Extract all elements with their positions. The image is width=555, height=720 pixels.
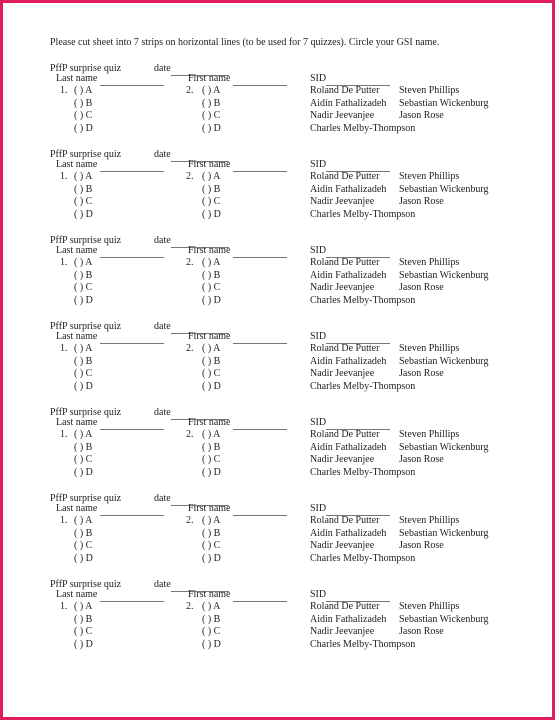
gsi-name[interactable]: Sebastian Wickenburg: [399, 527, 489, 539]
gsi-name[interactable]: Steven Phillips: [399, 429, 460, 440]
gsi-name[interactable]: Jason Rose: [399, 540, 444, 551]
question-1-option[interactable]: ( ) A: [74, 171, 93, 182]
first-name-line: [233, 75, 287, 86]
question-2-option[interactable]: ( ) A: [202, 601, 221, 612]
question-2-option[interactable]: ( ) A: [202, 343, 221, 354]
question-1-option[interactable]: ( ) A: [74, 515, 93, 526]
sid-field[interactable]: [310, 245, 390, 258]
question-1-number: 1.: [60, 257, 68, 268]
question-1-option[interactable]: ( ) B: [74, 441, 93, 453]
gsi-name[interactable]: Roland De Putter: [310, 171, 380, 182]
quiz-strip: [50, 149, 510, 233]
sid-label: SID: [310, 245, 327, 256]
gsi-name[interactable]: Roland De Putter: [310, 343, 380, 354]
gsi-name[interactable]: Nadir Jeevanjee: [310, 626, 375, 637]
question-2-number: 2.: [186, 429, 194, 440]
question-1-option[interactable]: ( ) B: [74, 355, 93, 367]
gsi-name[interactable]: Charles Melby-Thompson: [310, 380, 416, 392]
gsi-name[interactable]: Steven Phillips: [399, 601, 460, 612]
last-name-line: [100, 75, 164, 86]
question-2-option[interactable]: ( ) B: [202, 441, 221, 453]
last-name-field[interactable]: [56, 417, 164, 430]
question-2-option[interactable]: ( ) C: [202, 368, 221, 379]
quiz-strip: [50, 235, 510, 319]
question-1-option[interactable]: ( ) C: [74, 282, 93, 293]
first-name-label: First name: [188, 331, 231, 342]
sid-field[interactable]: [310, 159, 390, 172]
instructions-text: Please cut sheet into 7 strips on horizontal lines (to be used for 7 quizzes). Circle your GSI name.: [50, 37, 440, 48]
sid-line: [326, 75, 390, 86]
gsi-name[interactable]: Charles Melby-Thompson: [310, 208, 416, 220]
last-name-line: [100, 591, 164, 602]
question-2-option[interactable]: ( ) B: [202, 613, 221, 625]
question-1-option[interactable]: ( ) D: [74, 380, 93, 392]
first-name-field[interactable]: [188, 159, 287, 172]
gsi-name[interactable]: Aidin Fathalizadeh: [310, 183, 387, 195]
last-name-field[interactable]: [56, 245, 164, 258]
question-2-option[interactable]: ( ) D: [202, 466, 221, 478]
question-2-option[interactable]: ( ) A: [202, 171, 221, 182]
gsi-name[interactable]: Sebastian Wickenburg: [399, 355, 489, 367]
date-label: date: [154, 407, 171, 418]
question-1-number: 1.: [60, 601, 68, 612]
question-2-option[interactable]: ( ) D: [202, 380, 221, 392]
gsi-name[interactable]: Roland De Putter: [310, 257, 380, 268]
question-2-option[interactable]: ( ) C: [202, 454, 221, 465]
date-label: date: [154, 63, 171, 74]
question-2-option[interactable]: ( ) A: [202, 85, 221, 96]
first-name-field[interactable]: [188, 503, 287, 516]
last-name-field[interactable]: [56, 589, 164, 602]
date-label: date: [154, 493, 171, 504]
sid-line: [326, 161, 390, 172]
first-name-label: First name: [188, 245, 231, 256]
question-1-option[interactable]: ( ) C: [74, 540, 93, 551]
gsi-name[interactable]: Nadir Jeevanjee: [310, 368, 375, 379]
gsi-name[interactable]: Sebastian Wickenburg: [399, 183, 489, 195]
question-1-option[interactable]: ( ) C: [74, 454, 93, 465]
question-2-number: 2.: [186, 601, 194, 612]
question-2-option[interactable]: ( ) D: [202, 294, 221, 306]
sid-line: [326, 419, 390, 430]
first-name-label: First name: [188, 503, 231, 514]
question-1-option[interactable]: ( ) B: [74, 269, 93, 281]
gsi-name[interactable]: Aidin Fathalizadeh: [310, 613, 387, 625]
last-name-field[interactable]: [56, 73, 164, 86]
gsi-name[interactable]: Steven Phillips: [399, 515, 460, 526]
last-name-label: Last name: [56, 245, 98, 256]
question-2-option[interactable]: ( ) D: [202, 638, 221, 650]
sid-label: SID: [310, 589, 327, 600]
gsi-name[interactable]: Charles Melby-Thompson: [310, 466, 416, 478]
last-name-line: [100, 161, 164, 172]
gsi-name[interactable]: Sebastian Wickenburg: [399, 613, 489, 625]
question-2-number: 2.: [186, 343, 194, 354]
gsi-name[interactable]: Steven Phillips: [399, 343, 460, 354]
question-1-number: 1.: [60, 85, 68, 96]
question-2-option[interactable]: ( ) A: [202, 257, 221, 268]
gsi-name[interactable]: Roland De Putter: [310, 429, 380, 440]
gsi-name[interactable]: Roland De Putter: [310, 85, 380, 96]
last-name-field[interactable]: [56, 503, 164, 516]
question-2-option[interactable]: ( ) C: [202, 196, 221, 207]
gsi-name[interactable]: Aidin Fathalizadeh: [310, 355, 387, 367]
sid-field[interactable]: [310, 503, 390, 516]
sid-label: SID: [310, 503, 327, 514]
question-1-option[interactable]: ( ) C: [74, 196, 93, 207]
first-name-field[interactable]: [188, 589, 287, 602]
question-2-option[interactable]: ( ) C: [202, 110, 221, 121]
sid-label: SID: [310, 331, 327, 342]
first-name-label: First name: [188, 159, 231, 170]
last-name-field[interactable]: [56, 159, 164, 172]
quiz-title: PffP surprise quiz: [50, 579, 122, 590]
date-label: date: [154, 149, 171, 160]
question-2-option[interactable]: ( ) D: [202, 552, 221, 564]
question-1-option[interactable]: ( ) D: [74, 552, 93, 564]
question-1-number: 1.: [60, 343, 68, 354]
sid-field[interactable]: [310, 331, 390, 344]
quiz-strip: [50, 321, 510, 405]
gsi-name[interactable]: Steven Phillips: [399, 85, 460, 96]
first-name-line: [233, 161, 287, 172]
last-name-line: [100, 419, 164, 430]
question-1-option[interactable]: ( ) A: [74, 601, 93, 612]
quiz-title: PffP surprise quiz: [50, 321, 122, 332]
date-label: date: [154, 321, 171, 332]
question-2-option[interactable]: ( ) D: [202, 122, 221, 134]
gsi-name[interactable]: Charles Melby-Thompson: [310, 638, 416, 650]
last-name-label: Last name: [56, 417, 98, 428]
gsi-name[interactable]: Jason Rose: [399, 110, 444, 121]
gsi-name[interactable]: Jason Rose: [399, 454, 444, 465]
quiz-title: PffP surprise quiz: [50, 149, 122, 160]
question-2-option[interactable]: ( ) D: [202, 208, 221, 220]
sid-line: [326, 247, 390, 258]
quiz-strip: [50, 493, 510, 577]
first-name-field[interactable]: [188, 245, 287, 258]
question-1-option[interactable]: ( ) B: [74, 97, 93, 109]
question-2-option[interactable]: ( ) A: [202, 429, 221, 440]
sid-label: SID: [310, 159, 327, 170]
question-2-number: 2.: [186, 257, 194, 268]
question-1-option[interactable]: ( ) A: [74, 429, 93, 440]
gsi-name[interactable]: Nadir Jeevanjee: [310, 110, 375, 121]
gsi-name[interactable]: Aidin Fathalizadeh: [310, 527, 387, 539]
first-name-line: [233, 419, 287, 430]
question-2-option[interactable]: ( ) C: [202, 282, 221, 293]
gsi-name[interactable]: Steven Phillips: [399, 257, 460, 268]
question-2-number: 2.: [186, 171, 194, 182]
gsi-name[interactable]: Sebastian Wickenburg: [399, 97, 489, 109]
question-2-option[interactable]: ( ) C: [202, 626, 221, 637]
gsi-name[interactable]: Jason Rose: [399, 282, 444, 293]
gsi-name[interactable]: Aidin Fathalizadeh: [310, 269, 387, 281]
gsi-name[interactable]: Charles Melby-Thompson: [310, 294, 416, 306]
question-1-option[interactable]: ( ) D: [74, 294, 93, 306]
gsi-name[interactable]: Roland De Putter: [310, 601, 380, 612]
date-label: date: [154, 579, 171, 590]
quiz-title: PffP surprise quiz: [50, 407, 122, 418]
quiz-title: PffP surprise quiz: [50, 63, 122, 74]
first-name-label: First name: [188, 417, 231, 428]
gsi-name[interactable]: Roland De Putter: [310, 515, 380, 526]
sid-line: [326, 505, 390, 516]
question-1-option[interactable]: ( ) A: [74, 343, 93, 354]
sid-label: SID: [310, 417, 327, 428]
question-1-option[interactable]: ( ) A: [74, 257, 93, 268]
last-name-label: Last name: [56, 503, 98, 514]
first-name-field[interactable]: [188, 73, 287, 86]
question-1-option[interactable]: ( ) B: [74, 613, 93, 625]
last-name-line: [100, 333, 164, 344]
sid-line: [326, 333, 390, 344]
question-1-option[interactable]: ( ) C: [74, 626, 93, 637]
gsi-name[interactable]: Nadir Jeevanjee: [310, 454, 375, 465]
question-1-option[interactable]: ( ) C: [74, 368, 93, 379]
gsi-name[interactable]: Nadir Jeevanjee: [310, 282, 375, 293]
question-1-number: 1.: [60, 429, 68, 440]
question-2-option[interactable]: ( ) C: [202, 540, 221, 551]
question-1-option[interactable]: ( ) B: [74, 183, 93, 195]
question-1-option[interactable]: ( ) D: [74, 208, 93, 220]
question-1-option[interactable]: ( ) A: [74, 85, 93, 96]
question-2-option[interactable]: ( ) B: [202, 355, 221, 367]
first-name-line: [233, 505, 287, 516]
last-name-label: Last name: [56, 589, 98, 600]
question-1-option[interactable]: ( ) D: [74, 122, 93, 134]
first-name-label: First name: [188, 73, 231, 84]
question-2-option[interactable]: ( ) A: [202, 515, 221, 526]
question-2-option[interactable]: ( ) B: [202, 527, 221, 539]
gsi-name[interactable]: Sebastian Wickenburg: [399, 269, 489, 281]
question-2-option[interactable]: ( ) B: [202, 183, 221, 195]
gsi-name[interactable]: Jason Rose: [399, 626, 444, 637]
gsi-name[interactable]: Jason Rose: [399, 368, 444, 379]
last-name-field[interactable]: [56, 331, 164, 344]
last-name-label: Last name: [56, 331, 98, 342]
quiz-title: PffP surprise quiz: [50, 235, 122, 246]
quiz-strip: [50, 579, 510, 663]
question-2-number: 2.: [186, 85, 194, 96]
quiz-title: PffP surprise quiz: [50, 493, 122, 504]
question-2-option[interactable]: ( ) B: [202, 97, 221, 109]
first-name-line: [233, 247, 287, 258]
first-name-line: [233, 333, 287, 344]
gsi-name[interactable]: Sebastian Wickenburg: [399, 441, 489, 453]
last-name-line: [100, 505, 164, 516]
last-name-line: [100, 247, 164, 258]
question-1-option[interactable]: ( ) C: [74, 110, 93, 121]
last-name-label: Last name: [56, 159, 98, 170]
gsi-name[interactable]: Steven Phillips: [399, 171, 460, 182]
sid-field[interactable]: [310, 73, 390, 86]
question-1-option[interactable]: ( ) B: [74, 527, 93, 539]
question-1-option[interactable]: ( ) D: [74, 638, 93, 650]
gsi-name[interactable]: Charles Melby-Thompson: [310, 122, 416, 134]
question-2-number: 2.: [186, 515, 194, 526]
gsi-name[interactable]: Nadir Jeevanjee: [310, 196, 375, 207]
last-name-label: Last name: [56, 73, 98, 84]
first-name-label: First name: [188, 589, 231, 600]
gsi-name[interactable]: Aidin Fathalizadeh: [310, 441, 387, 453]
sid-line: [326, 591, 390, 602]
question-1-number: 1.: [60, 171, 68, 182]
first-name-field[interactable]: [188, 417, 287, 430]
question-1-number: 1.: [60, 515, 68, 526]
gsi-name[interactable]: Jason Rose: [399, 196, 444, 207]
gsi-name[interactable]: Aidin Fathalizadeh: [310, 97, 387, 109]
date-label: date: [154, 235, 171, 246]
sid-label: SID: [310, 73, 327, 84]
first-name-line: [233, 591, 287, 602]
quiz-strip: [50, 63, 510, 147]
sid-field[interactable]: [310, 589, 390, 602]
first-name-field[interactable]: [188, 331, 287, 344]
question-2-option[interactable]: ( ) B: [202, 269, 221, 281]
question-1-option[interactable]: ( ) D: [74, 466, 93, 478]
gsi-name[interactable]: Charles Melby-Thompson: [310, 552, 416, 564]
sid-field[interactable]: [310, 417, 390, 430]
gsi-name[interactable]: Nadir Jeevanjee: [310, 540, 375, 551]
quiz-strip: [50, 407, 510, 491]
